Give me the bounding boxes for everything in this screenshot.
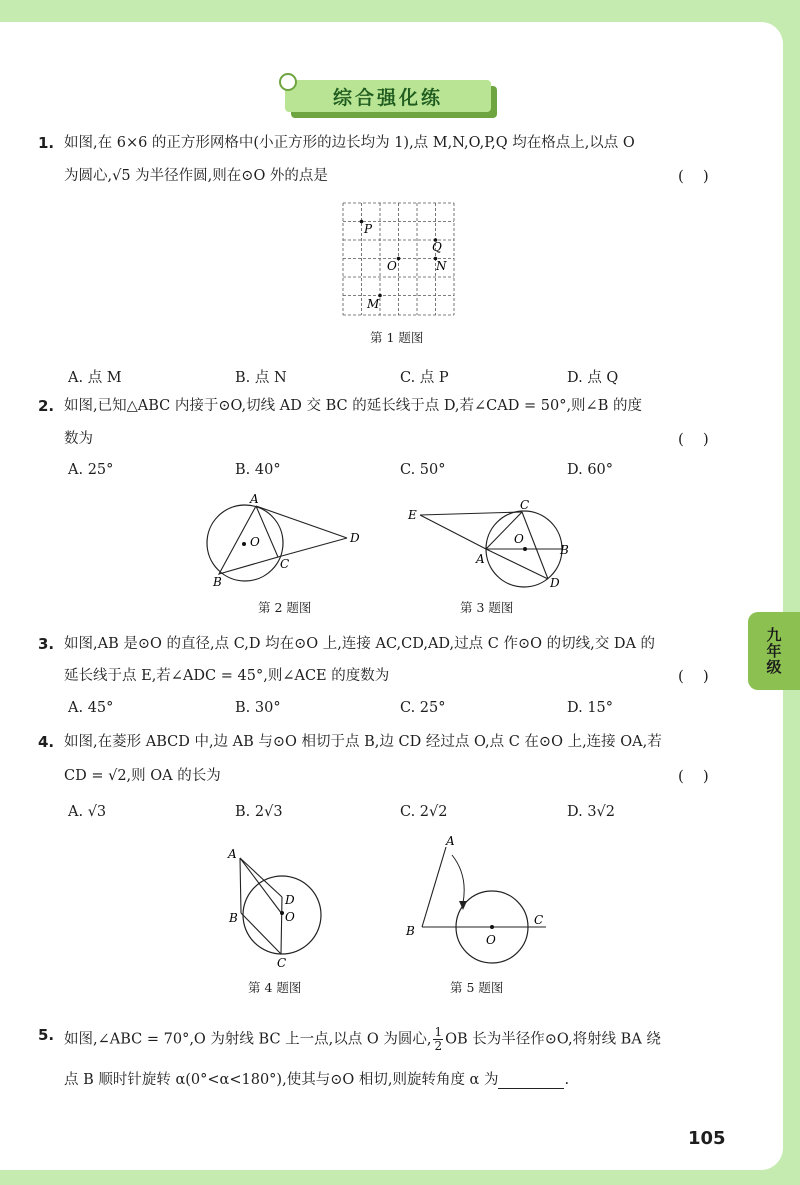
fig2-label-D: D: [350, 531, 360, 545]
q2-option-a[interactable]: A. 25°: [68, 462, 114, 478]
side-tab-label: 九年级: [764, 627, 783, 675]
q5-text-line2: [64, 1071, 569, 1089]
q4-answer-paren: ( ): [678, 767, 709, 785]
q1-number: 1.: [38, 134, 55, 152]
q5-fraction: [433, 1026, 443, 1053]
q3-text-line1: 如图,AB 是⊙O 的直径,点 C,D 均在⊙O 上,连接 AC,CD,AD,过点 C 作⊙O 的切线,交 DA 的: [64, 636, 656, 652]
q5-text-line1b: OB 长为半径作⊙O,将射线 BA 绕: [445, 1031, 661, 1048]
q1-grid-figure: [340, 198, 460, 318]
q4-option-d[interactable]: D. 3√2: [567, 804, 616, 820]
q2-figure: [200, 488, 370, 593]
q1-option-b[interactable]: B. 点 N: [235, 370, 287, 386]
page-sheet: [0, 22, 783, 1170]
q1-option-d[interactable]: D. 点 Q: [567, 370, 619, 386]
fig3-label-D: D: [550, 576, 560, 590]
q4-figure: [222, 840, 332, 972]
q4-number: 4.: [38, 733, 55, 751]
q4-option-a[interactable]: A. √3: [68, 804, 107, 820]
q2-text-line2: 数为: [64, 431, 93, 447]
q2-text-line1: 如图,已知△ABC 内接于⊙O,切线 AD 交 BC 的延长线于点 D,若∠CAD = 50°,则∠B 的度: [64, 398, 642, 414]
q5-figure: [400, 835, 560, 965]
fig5-label-C: C: [534, 913, 544, 927]
q1-option-c[interactable]: C. 点 P: [400, 370, 449, 386]
q5-caption: 第 5 题图: [450, 980, 504, 995]
fig2-label-O: O: [250, 535, 260, 549]
q2-answer-paren: ( ): [678, 430, 709, 448]
fig4-label-A: A: [228, 847, 237, 861]
fig4-label-D: D: [285, 893, 295, 907]
q3-option-a[interactable]: A. 45°: [68, 700, 114, 716]
q3-caption: 第 3 题图: [460, 600, 514, 615]
fig3-label-A: A: [476, 552, 485, 566]
q3-option-b[interactable]: B. 30°: [235, 700, 281, 716]
q3-option-d[interactable]: D. 15°: [567, 700, 614, 716]
q2-option-b[interactable]: B. 40°: [235, 462, 281, 478]
q5-text-line2-end: .: [564, 1072, 570, 1088]
q4-option-b[interactable]: B. 2√3: [235, 804, 283, 820]
fig5-label-A: A: [446, 835, 455, 848]
fig4-label-C: C: [277, 956, 287, 970]
label-O: O: [387, 259, 397, 273]
q5-answer-blank[interactable]: [498, 1074, 564, 1089]
fig2-label-B: B: [213, 575, 222, 589]
q5-frac-den: 2: [434, 1039, 443, 1053]
q1-text-line2: 为圆心,√5 为半径作圆,则在⊙O 外的点是: [64, 168, 328, 184]
fig2-label-C: C: [280, 557, 290, 571]
fig2-label-A: A: [250, 492, 259, 506]
q4-option-c[interactable]: C. 2√2: [400, 804, 448, 820]
fig4-label-O: O: [285, 910, 295, 924]
fig4-label-B: B: [229, 911, 238, 925]
q5-number: 5.: [38, 1026, 55, 1044]
q2-option-d[interactable]: D. 60°: [567, 462, 614, 478]
q2-number: 2.: [38, 397, 55, 415]
q3-option-c[interactable]: C. 25°: [400, 700, 446, 716]
fig3-label-O: O: [514, 532, 524, 546]
q4-text-line1: 如图,在菱形 ABCD 中,边 AB 与⊙O 相切于点 B,边 CD 经过点 O,点 C 在⊙O 上,连接 OA,若: [64, 734, 662, 750]
q3-answer-paren: ( ): [678, 667, 709, 685]
q4-caption: 第 4 题图: [248, 980, 302, 995]
fig3-label-E: E: [408, 508, 417, 522]
fig5-label-B: B: [406, 924, 415, 938]
q3-figure: [400, 495, 580, 595]
label-Q: Q: [432, 240, 442, 254]
q1-text-line1: 如图,在 6×6 的正方形网格中(小正方形的边长均为 1),点 M,N,O,P,Q 均在格点上,以点 O: [64, 135, 635, 151]
q2-option-c[interactable]: C. 50°: [400, 462, 446, 478]
q5-text-line2-body: 点 B 顺时针旋转 α(0°<α<180°),使其与⊙O 相切,则旋转角度 α 为: [64, 1072, 499, 1088]
label-P: P: [364, 222, 373, 236]
q3-number: 3.: [38, 635, 55, 653]
q2-caption: 第 2 题图: [258, 600, 312, 615]
q5-text-line1: [64, 1026, 661, 1053]
section-title: 综合强化练: [285, 80, 491, 112]
clip-icon: [279, 73, 297, 91]
page-number: 105: [688, 1128, 726, 1149]
q4-text-line2: CD = √2,则 OA 的长为: [64, 768, 221, 784]
section-banner: [285, 80, 500, 118]
q5-text-line1a: 如图,∠ABC = 70°,O 为射线 BC 上一点,以点 O 为圆心,: [64, 1031, 432, 1048]
fig3-label-C: C: [520, 498, 530, 512]
q1-answer-paren: ( ): [678, 167, 709, 185]
fig3-label-B: B: [560, 543, 569, 557]
q3-text-line2: 延长线于点 E,若∠ADC = 45°,则∠ACE 的度数为: [64, 668, 390, 684]
grade-side-tab[interactable]: [748, 612, 800, 690]
q1-caption: 第 1 题图: [370, 330, 424, 345]
q5-frac-num: 1: [434, 1025, 443, 1039]
label-M: M: [367, 297, 380, 311]
q1-option-a[interactable]: A. 点 M: [68, 370, 122, 386]
fig5-label-O: O: [486, 933, 496, 947]
label-N: N: [436, 259, 447, 273]
